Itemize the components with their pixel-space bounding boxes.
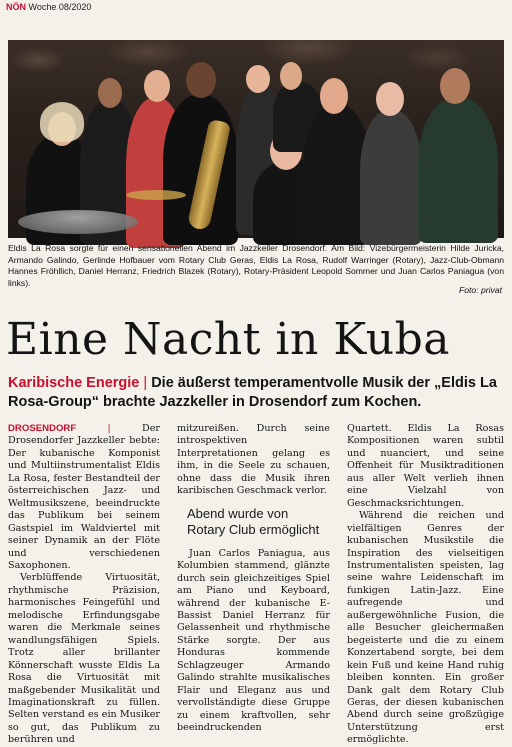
photo-face: [280, 62, 302, 90]
kicker-block: [8, 374, 504, 412]
kicker-separator: |: [143, 375, 148, 391]
photo-face: [186, 62, 216, 98]
article-photo: [8, 40, 504, 238]
paragraph: Verblüffende Virtuosität, rhythmische Präzision, harmonisches Feingefühl und melodische Erfindungsgabe waren die Merkmale seines wandlungsfähigen Spiels. Trotz aller brillanter Könnerschaft wusste Eldis La Rosa die Virtuosität mit maßgebender Musikalität und Imaginationskraft zu füllen. Selten verstand es ein Musiker so gut, das Publikum zu berühren und: [8, 572, 160, 746]
article-column-3: [347, 423, 504, 746]
paragraph-text: Der Drosendorfer Jazzkeller bebte: Der kubanische Komponist und Multiinstrumentalist Eldis La Rosa, fester Bestandteil der österreichischen Jazz- und Weltmusikszene, beeindruckte das Publikum bei seinem Gastspiel im Waldviertel mit seiner Dynamik an der Flöte und verschiedenen Saxophonen.: [8, 423, 160, 571]
masthead-issue: Woche 08/2020: [28, 2, 92, 12]
subheading-line-2: Rotary Club ermöglicht: [187, 521, 320, 537]
paragraph: Juan Carlos Paniagua, aus Kolumbien stammend, glänzte durch sein gleichzeitiges Spiel am Piano und Keyboard, während der kubanische E-Bassist Daniel Herranz für Gelassenheit und rhythmische Stärke sorgte. Der aus Honduras kommende Schlagzeuger Armando Galindo strahlte musikalisches Flair und Eleganz aus und vervollständigte diese Gruppe zu einem kraftvollen, sehr beeindruckenden: [177, 547, 330, 734]
drum-kit: [18, 210, 138, 234]
photo-face: [98, 78, 122, 108]
photo-face: [440, 68, 470, 104]
dateline: DROSENDORF: [8, 423, 77, 434]
subheading-line-1: Abend wurde von: [187, 505, 289, 521]
dateline-separator: |: [107, 423, 111, 434]
paragraph: [8, 423, 160, 572]
photo-person: [418, 98, 498, 243]
photo-face: [320, 78, 348, 114]
photo-face: [246, 65, 270, 93]
photo-face: [376, 82, 404, 116]
paragraph: Während die reichen und vielfältigen Genres der kubanischen Musikstile die Inspiration des vielseitigen Instrumentalisten speisten, lag seine wahre Leidenschaft im funkigen Latin-Jazz. Eine aufregende und außergewöhnliche Fusion, die alle Besucher gleichermaßen begeisterte und die zu einem Konzertabend sorgte, bei dem kein Fuß und keine Hand ruhig bleiben konnten. Ein großer Dank galt dem Rotary Club Geras, der diesen kubanischen Abend durch seine großzügige Unterstützung erst ermöglichte.: [347, 510, 504, 746]
paragraph: mitzureißen. Durch seine introspektiven Interpretationen gelang es ihm, in die Seele zu schauen, ohne dass die Musik ihren karibischen Geschmack verlor.: [177, 423, 330, 497]
masthead-brand: NÖN: [6, 2, 26, 12]
paragraph: Quartett. Eldis La Rosas Kompositionen waren subtil und nuanciert, und seine Offenheit für Musiktraditionen aus aller Welt verlieh ihnen eine Vielzahl von Geschmacksrichtungen.: [347, 423, 504, 509]
kicker: Karibische Energie: [8, 375, 140, 391]
masthead: [6, 0, 91, 14]
article-column-1: [8, 423, 160, 746]
photo-face: [144, 70, 170, 102]
photo-credit: Foto: privat: [459, 285, 502, 295]
cymbal: [126, 190, 186, 200]
photo-person: [360, 110, 422, 245]
subheading: [177, 498, 330, 548]
deck: Die äußerst temperamentvolle Musik der „Eldis La Rosa-Group“ brachte Jazzkeller in Drosendorf zum Kochen.: [8, 375, 497, 410]
article-column-2: [177, 423, 330, 734]
photo-caption: Eldis La Rosa sorgte für einen sensationellen Abend im Jazzkeller Drosendorf. Am Bild: Vizebürgermeisterin Hilde Juricka, Armando Galindo, Gerlinde Hofbauer vom Rotary Club Geras, Eldis La Rosa, Rudolf Warringer (Rotary), Jazz-Club-Obmann Hannes Fröhllich, Daniel Herranz, Friedrich Blazek (Rotary), Rotary-Präsident Leopold Sommer und Juan Carlos Paniagua (von links).: [8, 243, 504, 288]
headline: Eine Nacht in Kuba: [6, 314, 450, 365]
photo-hair: [40, 102, 84, 142]
